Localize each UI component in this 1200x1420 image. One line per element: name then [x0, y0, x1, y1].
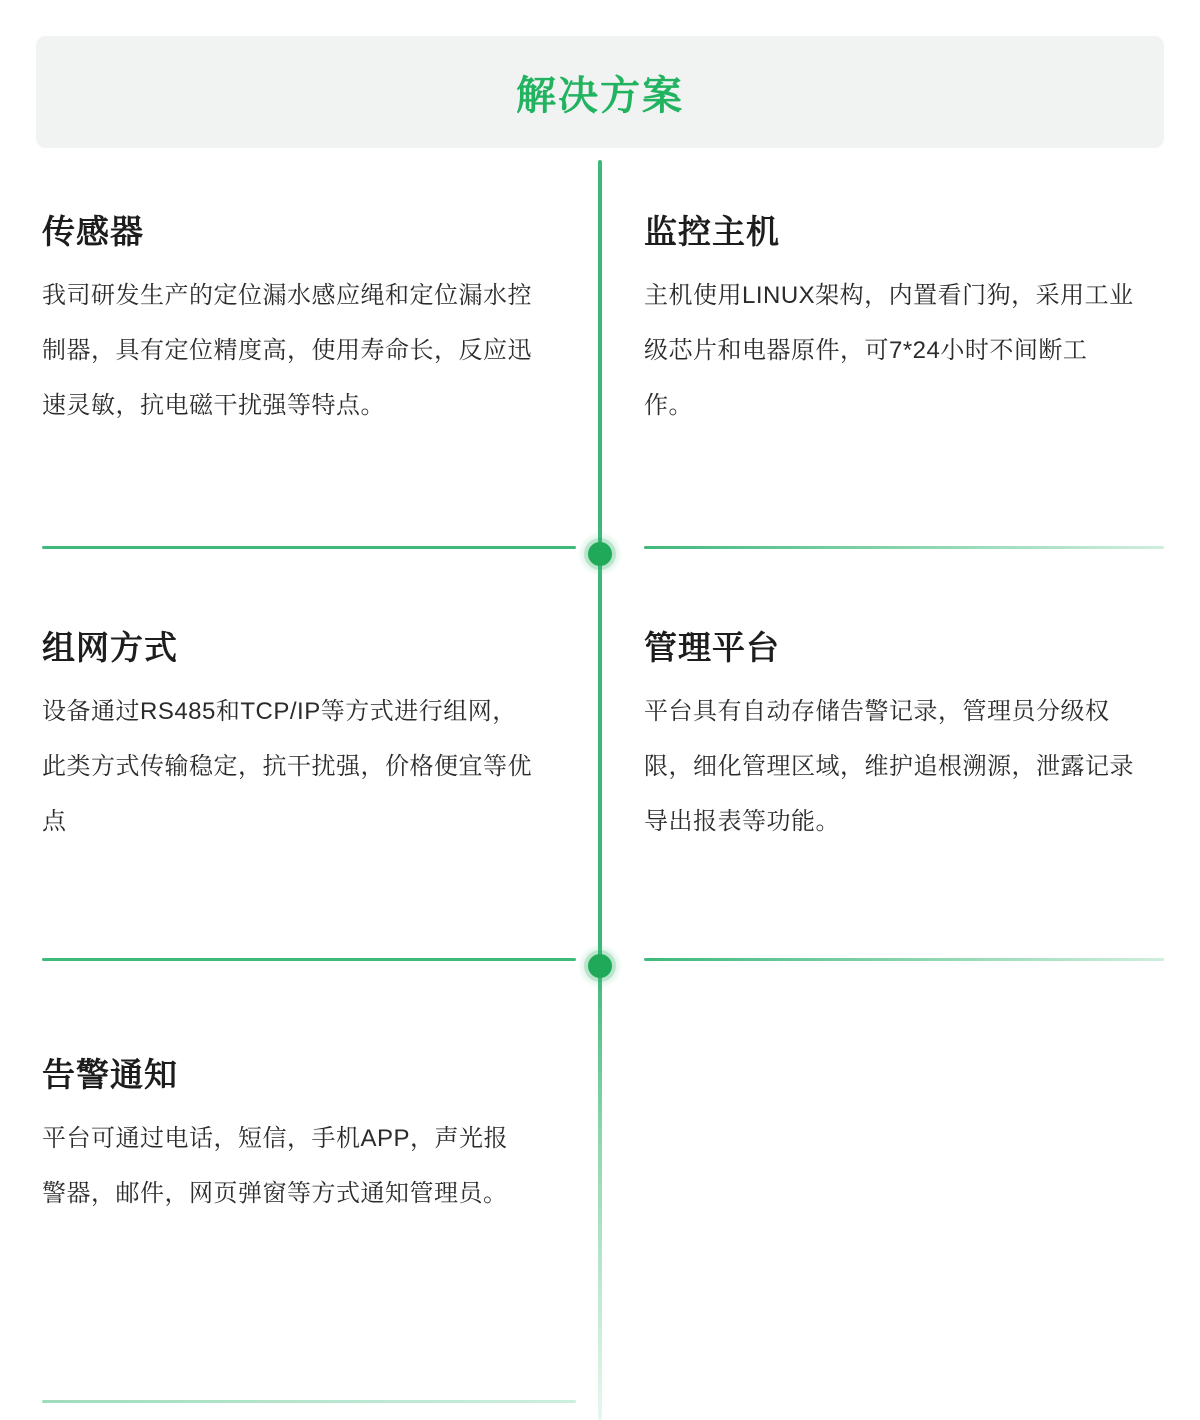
- block-alarm-body: 平台可通过电话，短信，手机APP，声光报警器，邮件，网页弹窗等方式通知管理员。: [42, 1124, 509, 1207]
- header-band: [36, 36, 1164, 148]
- block-network: [42, 628, 532, 849]
- block-alarm-title: 告警通知: [42, 1056, 178, 1093]
- block-host-body: 主机使用LINUX架构，内置看门狗，采用工业级芯片和电器原件，可7*24小时不间断工作。: [644, 281, 1134, 419]
- block-network-body: 设备通过RS485和TCP/IP等方式进行组网，此类方式传输稳定，抗干扰强，价格便宜等优点: [42, 697, 532, 835]
- block-sensor: [42, 212, 532, 433]
- timeline-node-2: [578, 944, 622, 988]
- block-platform-title: 管理平台: [644, 629, 780, 666]
- block-alarm: [42, 1055, 532, 1221]
- divider-left-1: [42, 546, 576, 549]
- block-host-title: 监控主机: [644, 213, 780, 250]
- block-platform: [644, 628, 1134, 849]
- divider-right-2: [644, 958, 1164, 961]
- divider-left-2: [42, 958, 576, 961]
- block-host: [644, 212, 1134, 433]
- timeline-axis: [598, 160, 602, 1420]
- timeline-node-1: [578, 532, 622, 576]
- block-platform-body: 平台具有自动存储告警记录，管理员分级权限，细化管理区域，维护追根溯源，泄露记录导出报表等功能。: [644, 697, 1134, 835]
- block-network-title: 组网方式: [42, 629, 178, 666]
- divider-right-1: [644, 546, 1164, 549]
- block-sensor-title: 传感器: [42, 213, 144, 250]
- divider-left-3: [42, 1400, 576, 1403]
- block-sensor-body: 我司研发生产的定位漏水感应绳和定位漏水控制器，具有定位精度高，使用寿命长，反应迅速灵敏，抗电磁干扰强等特点。: [42, 281, 532, 419]
- page-title: 解决方案: [516, 73, 684, 118]
